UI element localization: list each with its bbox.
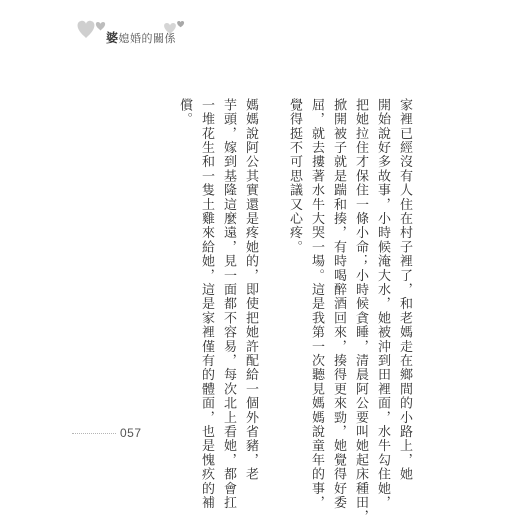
text-column-4: 掀開被子就是踹和揍，有時喝醉酒回來，揍得更來勁，她覺得好委 — [331, 98, 346, 510]
heart-tiny-icon — [177, 21, 184, 27]
vertical-text-block — [160, 98, 412, 524]
heart-small-icon — [96, 22, 105, 31]
text-column-1: 家裡已經沒有人住在村子裡了，和老媽走在鄉間的小路上，她 — [397, 98, 412, 482]
text-column-5: 屈，就去摟著水牛大哭一場。這是我第一次聽見媽媽說童年的事， — [309, 98, 324, 510]
text-column-11: 償。 — [177, 98, 192, 127]
text-column-2: 開始說好多故事，小時候淹大水，她被沖到田裡面，水牛勾住她， — [375, 98, 390, 510]
text-column-3: 把她拉住才保住一條小命；小時候貪睡，清晨阿公要叫她起床種田， — [353, 98, 368, 524]
chapter-title — [106, 29, 176, 46]
chapter-title-initial: 婆 — [106, 31, 119, 45]
heart-large-icon — [78, 21, 95, 38]
page-number: 057 — [120, 426, 142, 440]
chapter-title-rest: 媳婚的關係 — [118, 32, 177, 45]
text-column-6: 覺得挺不可思議又心疼。 — [287, 98, 302, 255]
text-column-10: 一堆花生和一隻土雞來給她，這是家裡僅有的體面，也是愧疚的補 — [199, 98, 214, 510]
running-header — [72, 14, 192, 50]
text-column-9: 芋頭，嫁到基隆這麼遠，見一面都不容易，每次北上看她，都會扛 — [221, 98, 236, 510]
footer-dotted-rule — [72, 433, 116, 434]
page-footer — [72, 426, 172, 440]
text-column-8: 媽媽說阿公其實還是疼她的，即使把她許配給一個外省豬，老 — [243, 98, 258, 482]
